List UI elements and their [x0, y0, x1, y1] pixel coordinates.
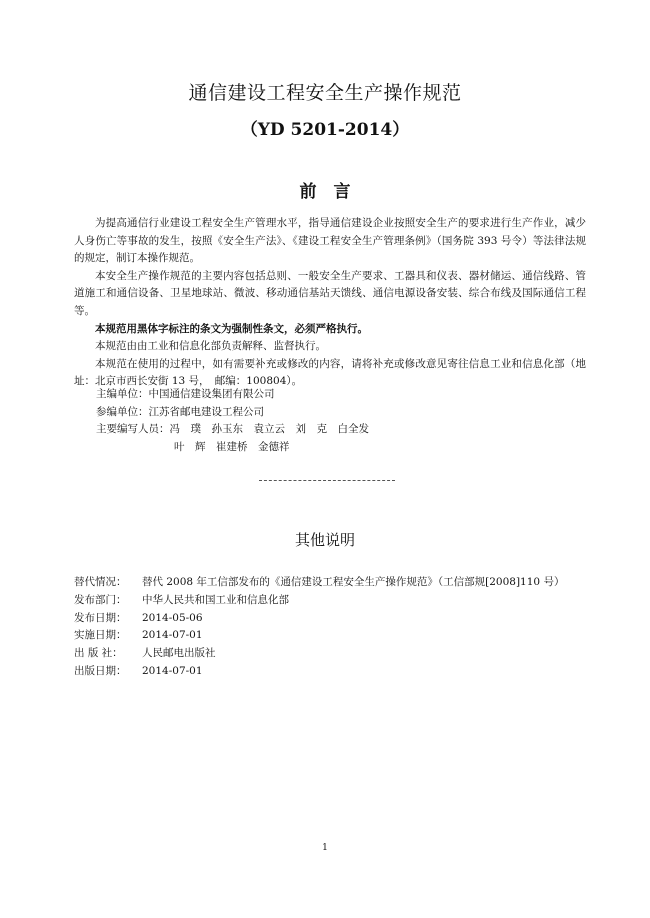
credits: [96, 386, 369, 456]
page-number: 1: [322, 843, 328, 853]
info-label: 发布日期：: [74, 611, 127, 624]
preface-heading: 前 言: [299, 182, 351, 202]
info-value: 2014-05-06: [142, 611, 203, 624]
section-divider: [259, 480, 395, 481]
info-row: [74, 663, 564, 681]
info-row: [74, 610, 564, 628]
chief-editor: 主编单位：中国通信建设集团有限公司: [96, 388, 275, 400]
info-row: [74, 627, 564, 645]
authors-line: 叶 辉 崔建桥 金德祥: [174, 440, 290, 453]
mandatory-clause-note: 本规范用黑体字标注的条文为强制性条文，必须严格执行。: [95, 322, 368, 335]
document-title: 通信建设工程安全生产操作规范: [188, 82, 462, 104]
preface-paragraph: 本规范由由工业和信息化部负责解释、监督执行。: [95, 340, 326, 353]
publication-info: [74, 574, 564, 681]
preface-paragraph: 为提高通信行业建设工程安全生产管理水平，指导通信建设企业按照安全生产的要求进行生产作业，减少人身伤亡等事故的发生，按照《安全生产法》、《建设工程安全生产管理条例》（国务院 393 号令）等法律法规的规定，制订本操作规范。: [74, 217, 586, 265]
authors-line: 主要编写人员：冯 璞 孙玉东 袁立云 刘 克 白全发: [96, 423, 369, 436]
info-label: 出版日期：: [74, 664, 127, 677]
info-row: [74, 645, 564, 663]
info-value: 替代 2008 年工信部发布的《通信建设工程安全生产操作规范》（工信部规[2008]110 号）: [142, 576, 565, 588]
preface-paragraph: 本安全生产操作规范的主要内容包括总则、一般安全生产要求、工器具和仪表、器材储运、通信线路、管道施工和通信设备、卫星地球站、微波、移动通信基站天馈线、通信电源设备安装、综合布线及国际通信工程等。: [74, 269, 586, 317]
info-label: 实施日期：: [74, 629, 127, 642]
info-value: 人民邮电出版社: [142, 647, 216, 660]
info-row: [74, 592, 564, 610]
info-value: 2014-07-01: [142, 629, 203, 642]
other-notes-heading: 其他说明: [294, 531, 355, 549]
standard-code: （YD 5201-2014）: [240, 120, 410, 140]
co-editor: 参编单位：江苏省邮电建设工程公司: [96, 405, 264, 418]
preface-body: [74, 215, 586, 391]
preface-paragraph: 本规范在使用的过程中，如有需要补充或修改的内容，请将补充或修改意见寄往信息工业和信息化部（地址：北京市西长安街 13 号， 邮编：100804）。: [74, 357, 586, 388]
info-value: 中华人民共和国工业和信息化部: [142, 593, 289, 606]
info-label: 发布部门：: [74, 593, 127, 606]
info-label: 替代情况：: [74, 576, 127, 588]
info-label: 出 版 社：: [74, 647, 123, 660]
info-value: 2014-07-01: [142, 664, 203, 677]
info-row: [74, 574, 564, 592]
